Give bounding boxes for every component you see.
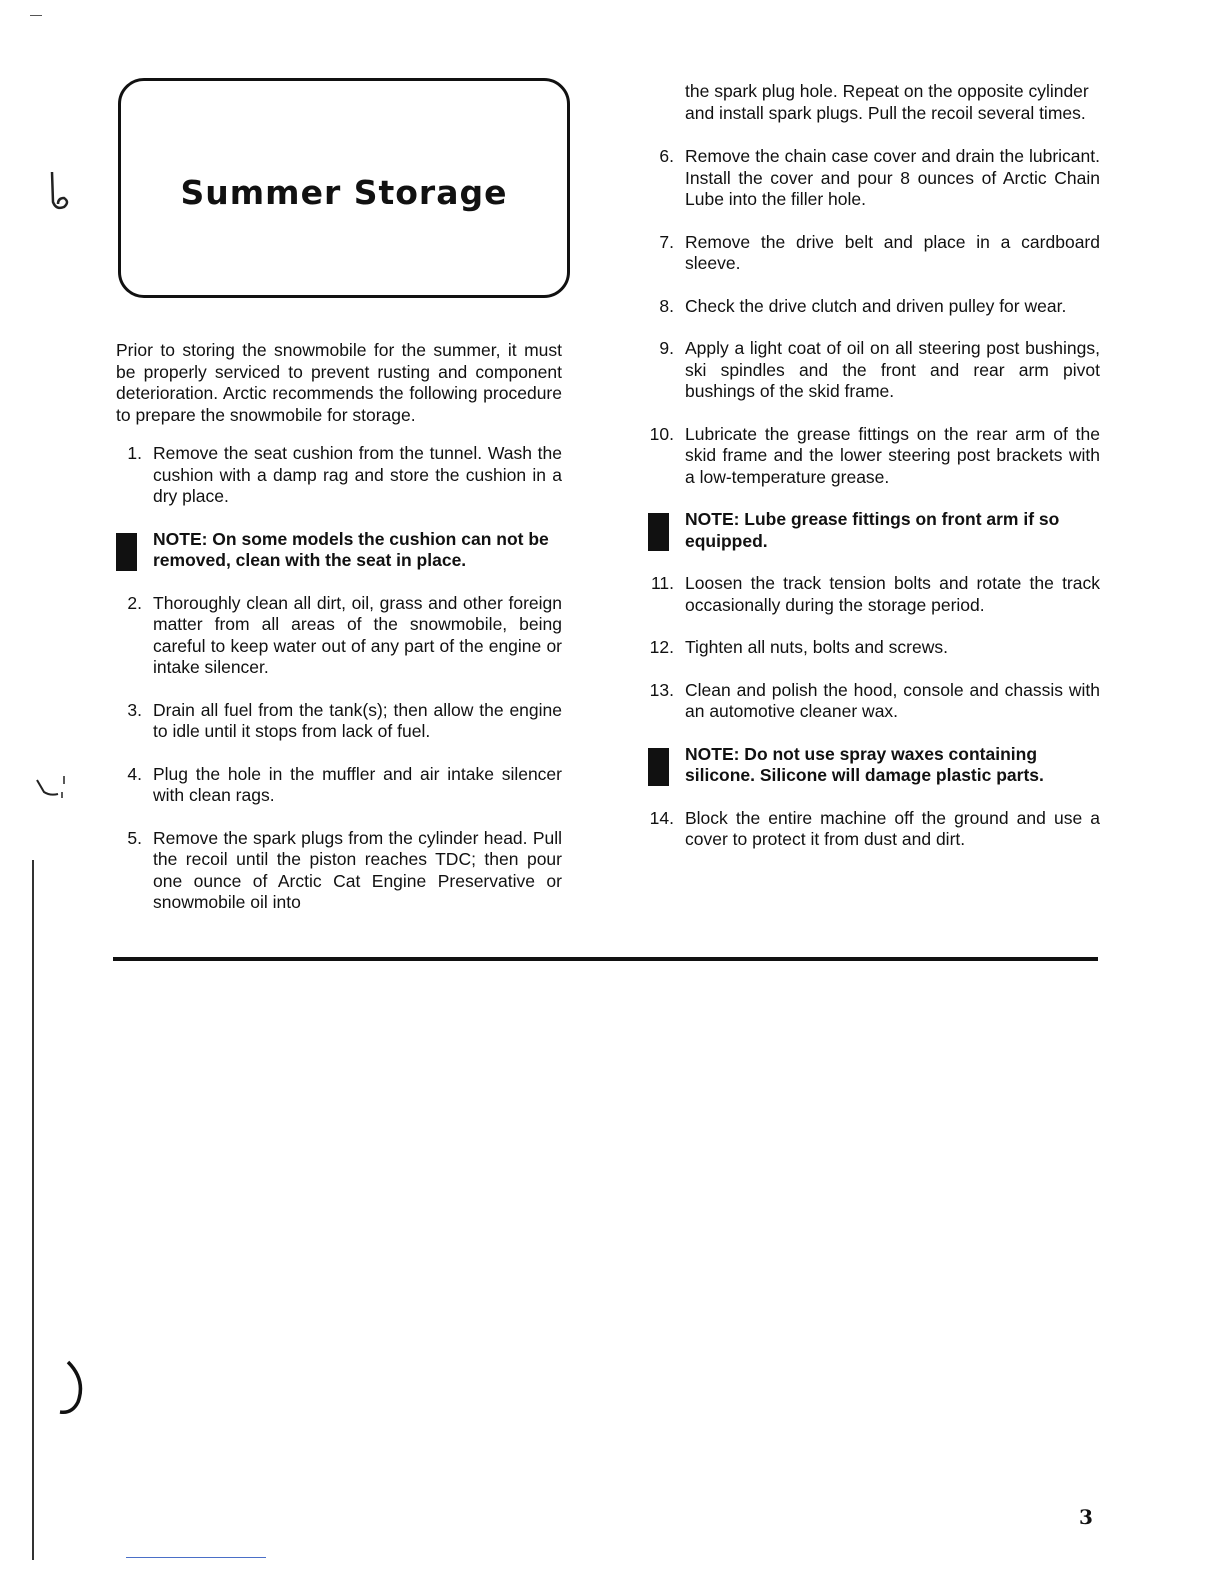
step-text: Block the entire machine off the ground and use a cover to protect it from dust and dirt. (685, 807, 1100, 849)
note-marker-icon (648, 748, 669, 786)
step-number: 3. (127, 699, 142, 720)
left-column (116, 340, 562, 935)
step-text: Check the drive clutch and driven pulley for wear. (685, 295, 1067, 316)
step-8 (648, 296, 1100, 318)
margin-line (32, 860, 34, 1560)
step-number: 4. (127, 763, 142, 784)
note-text: NOTE: On some models the cushion can not be removed, clean with the seat in place. (153, 528, 549, 570)
scan-mark (30, 15, 42, 16)
step-text: Lubricate the grease fittings on the rear arm of the skid frame and the lower steering post brackets with a low-temperature grease. (685, 423, 1100, 487)
note-3 (648, 744, 1100, 787)
step-12 (648, 637, 1100, 659)
step-10 (648, 424, 1100, 489)
step-number: 10. (649, 423, 674, 444)
note-2 (648, 509, 1100, 552)
step-6 (648, 146, 1100, 211)
step-14 (648, 808, 1100, 851)
note-marker-icon (648, 513, 669, 551)
step-text: Apply a light coat of oil on all steering post bushings, ski spindles and the front and rear arm pivot bushings of the skid frame. (685, 338, 1100, 401)
step-4 (116, 764, 562, 807)
step-5-continued: the spark plug hole. Repeat on the opposite cylinder and install spark plugs. Pull the recoil several times. (685, 81, 1089, 123)
step-text: Drain all fuel from the tank(s); then allow the engine to idle until it stops from lack of fuel. (153, 699, 562, 741)
page-number: 3 (1079, 1505, 1093, 1529)
step-number: 11. (650, 573, 674, 593)
step-2 (116, 593, 562, 679)
step-number: 1. (127, 443, 142, 463)
punch-mark (34, 772, 74, 810)
step-7 (648, 232, 1100, 275)
section-rule (113, 957, 1098, 961)
step-text: Remove the spark plugs from the cylinder head. Pull the recoil until the piston reaches TDC; then pour one ounce of Arctic Cat Engine Preservative or snowmobile oil into (153, 827, 562, 912)
step-text: Remove the drive belt and place in a cardboard sleeve. (685, 231, 1100, 273)
step-1 (116, 443, 562, 508)
step-number: 13. (649, 679, 674, 700)
page-title: Summer Storage (180, 173, 508, 212)
step-text: Plug the hole in the muffler and air intake silencer with clean rags. (153, 763, 562, 805)
note-marker-icon (116, 533, 137, 571)
step-text: Loosen the track tension bolts and rotate the track occasionally during the storage period. (685, 573, 1100, 615)
step-number: 2. (127, 592, 142, 613)
step-9 (648, 338, 1100, 403)
step-text: Tighten all nuts, bolts and screws. (685, 637, 948, 657)
note-text: NOTE: Lube grease fittings on front arm if so equipped. (685, 509, 1060, 551)
step-13 (648, 680, 1100, 723)
step-5 (116, 828, 562, 914)
title-box (118, 78, 570, 298)
note-1 (116, 529, 562, 572)
step-3 (116, 700, 562, 743)
step-number: 5. (127, 827, 142, 848)
step-number: 6. (659, 146, 674, 166)
right-column (648, 81, 1100, 872)
step-number: 7. (659, 231, 674, 252)
step-number: 9. (659, 338, 674, 358)
step-text: Remove the seat cushion from the tunnel. Wash the cushion with a damp rag and store the cushion in a dry place. (153, 443, 562, 506)
step-text: Clean and polish the hood, console and chassis with an automotive cleaner wax. (685, 679, 1100, 721)
step-text: Thoroughly clean all dirt, oil, grass and other foreign matter from all areas of the snowmobile, being careful to keep water out of any part of the engine or intake silencer. (153, 592, 562, 677)
note-text: NOTE: Do not use spray waxes containing silicone. Silicone will damage plastic parts. (685, 743, 1044, 785)
binder-curve-mark (56, 1358, 90, 1418)
step-11 (648, 573, 1100, 616)
step-number: 12. (649, 637, 674, 657)
step-number: 8. (659, 295, 674, 316)
bottom-edge-line (126, 1557, 266, 1558)
intro-paragraph: Prior to storing the snowmobile for the summer, it must be properly serviced to prevent rusting and component deterioration. Arctic recommends the following procedure to prepare the snowmobile for storage. (116, 340, 562, 425)
step-text: Remove the chain case cover and drain the lubricant. Install the cover and pour 8 ounces of Arctic Chain Lube into the filler hole. (685, 146, 1100, 209)
step-number: 14. (649, 807, 674, 828)
binder-hole-mark (44, 168, 74, 214)
